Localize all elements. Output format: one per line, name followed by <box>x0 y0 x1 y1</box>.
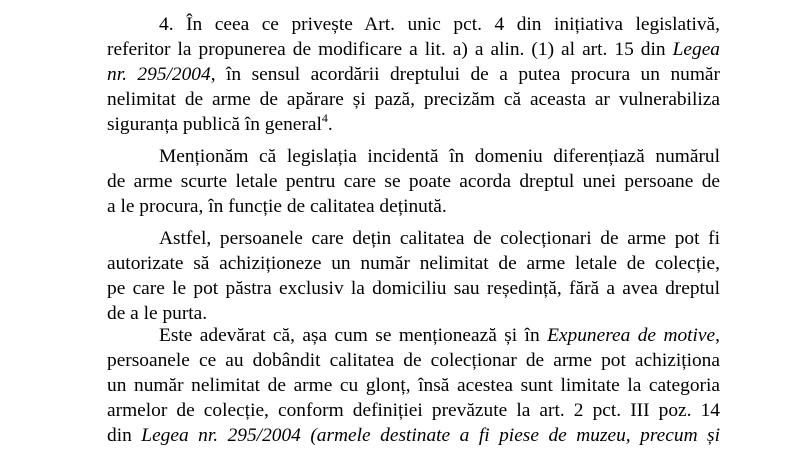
italic-clause: (armele destinate a fi piese de muzeu, precum și <box>300 425 720 446</box>
paragraph-1-line-2: referitor la propunerea de modificare a lit. a) a alin. (1) al art. 15 din Legea <box>107 39 720 60</box>
law-reference-2: Legea nr. 295/2004 <box>141 425 301 446</box>
paragraph-1-line-1: 4. În ceea ce privește Art. unic pct. 4 din inițiativa legislativă, <box>159 14 720 35</box>
paragraph-2-line-3: a le procura, în funcție de calitatea deținută. <box>107 196 447 217</box>
law-reference: Legea <box>672 39 720 60</box>
paragraph-1-line-5: siguranța publică în general$^4$. <box>107 111 333 135</box>
paragraph-2-line-1: Menționăm că legislația incidentă în domeniu diferențiază numărul <box>159 146 720 167</box>
document-title-reference: Expunerea de motive <box>547 325 716 346</box>
paragraph-2-line-2: de arme scurte letale pentru care se poate acorda dreptul unei persoane de <box>107 171 720 192</box>
paragraph-4-line-5: din Legea nr. 295/2004 (armele destinate a fi piese de muzeu, precum și <box>107 425 720 446</box>
paragraph-4-line-4: armelor de colecție, conform definiției prevăzute la art. 2 pct. III poz. 14 <box>107 400 720 421</box>
footnote-reference: 4 <box>321 111 328 125</box>
paragraph-3-line-2: autorizate să achiziționeze un număr nelimitat de arme letale de colecție, <box>107 253 720 274</box>
paragraph-4-line-1: Este adevărat că, așa cum se menționează și în Expunerea de motive, <box>159 325 720 346</box>
paragraph-4-line-3: un număr nelimitat de arme cu glonț, însă acestea sunt limitate la categoria <box>107 375 720 396</box>
law-number: nr. 295/2004 <box>107 64 211 85</box>
paragraph-3-line-1: Astfel, persoanele care dețin calitatea de colecționari de arme pot fi <box>159 228 720 249</box>
paragraph-1-line-3: nr. 295/2004, în sensul acordării dreptului de a putea procura un număr <box>107 64 720 85</box>
paragraph-3-line-4: de a le purta. <box>107 303 208 324</box>
paragraph-4-line-2: persoanele ce au dobândit calitatea de colecționar de arme pot achiziționa <box>107 350 720 371</box>
paragraph-1-line-4: nelimitat de arme de apărare și pază, precizăm că aceasta ar vulnerabiliza <box>107 89 720 110</box>
paragraph-3-line-3: pe care le pot păstra exclusiv la domiciliu sau reședință, fără a avea dreptul <box>107 278 720 299</box>
